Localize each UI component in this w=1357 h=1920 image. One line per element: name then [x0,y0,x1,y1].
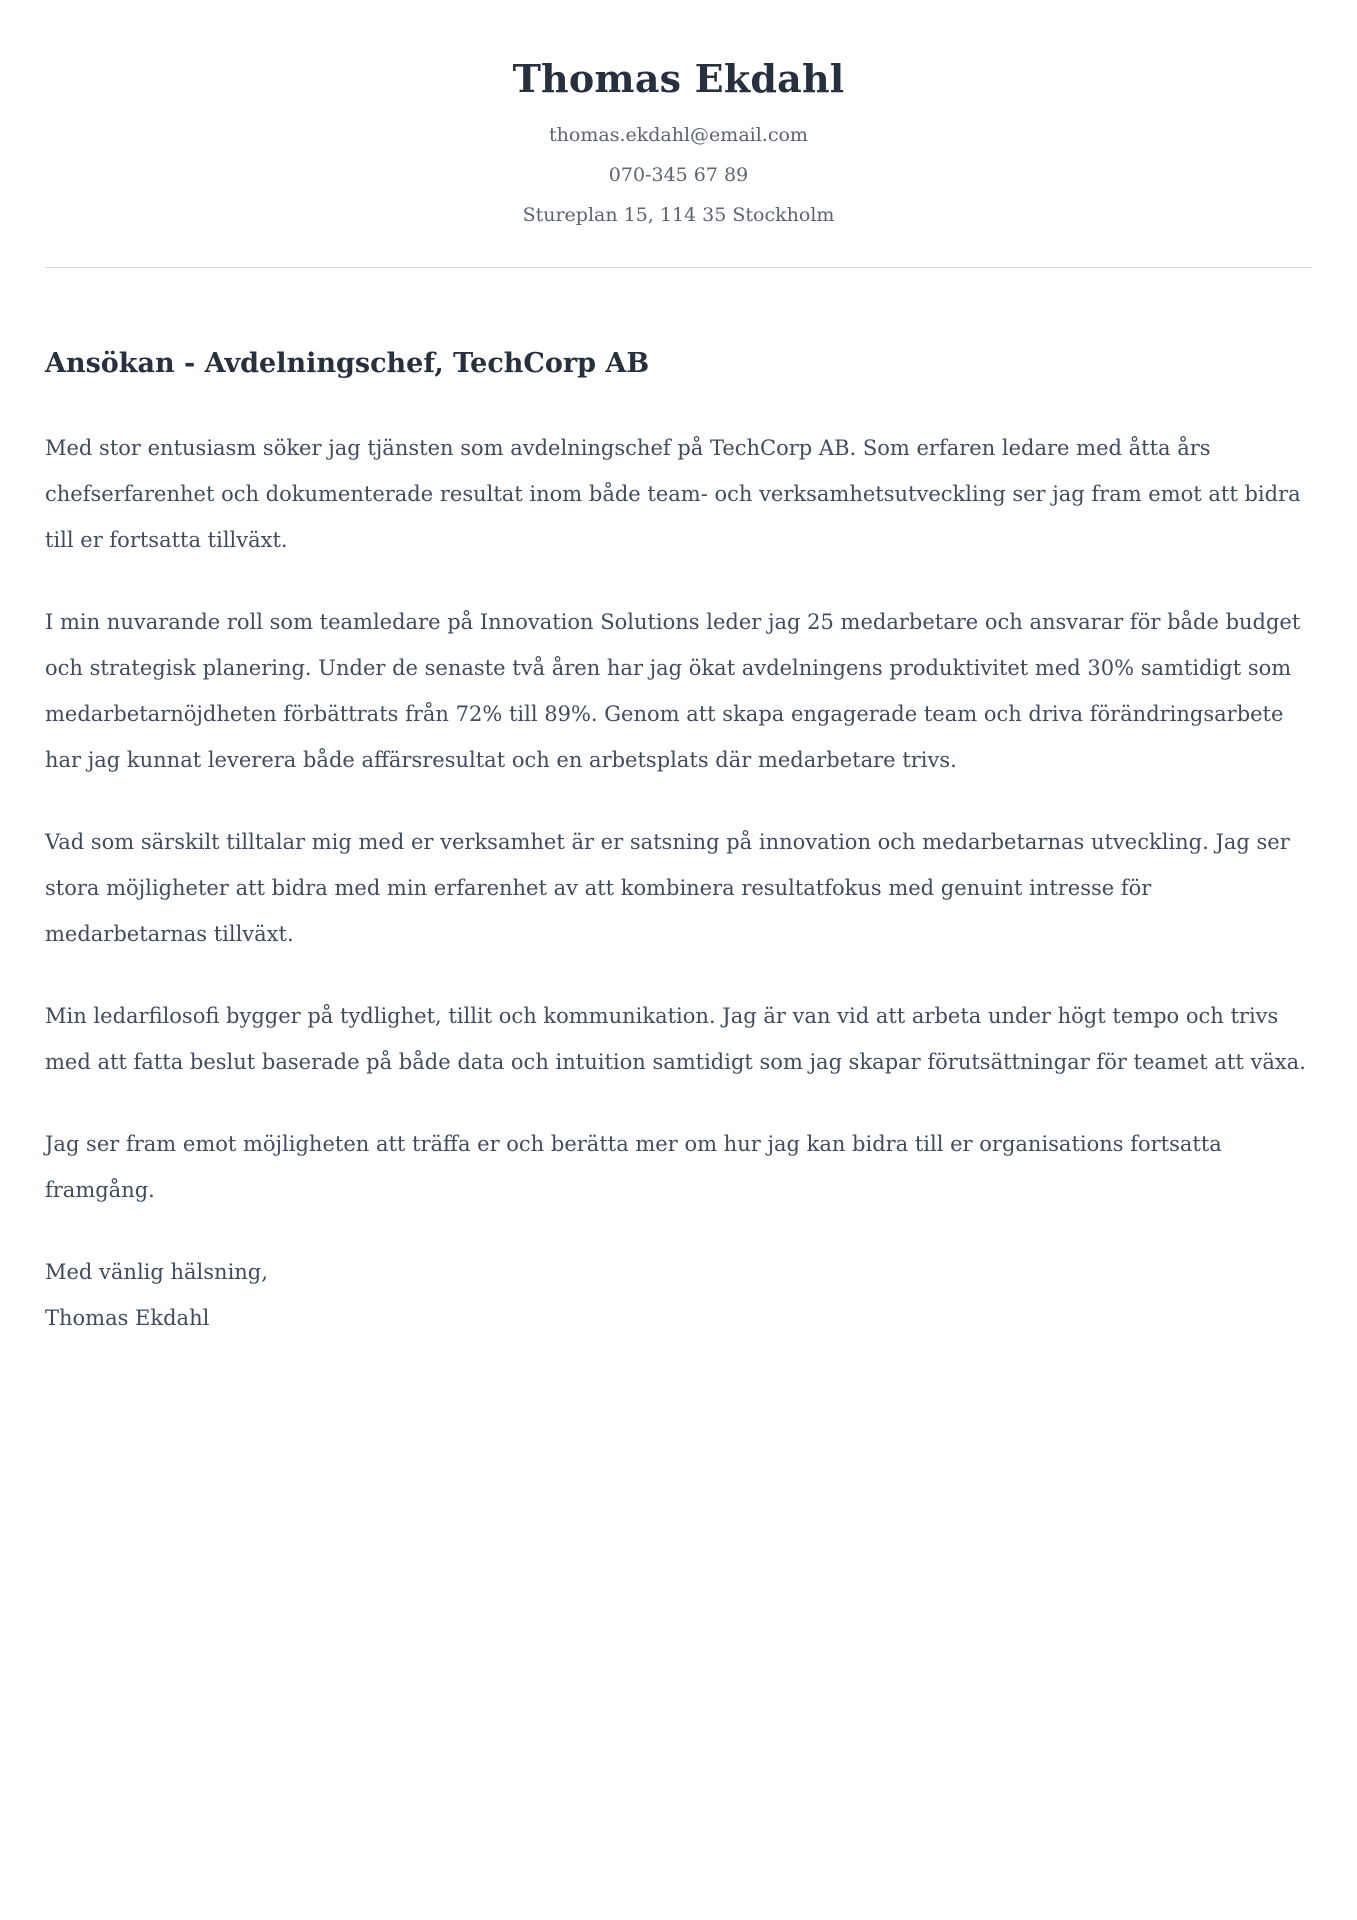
letter-signature-name: Thomas Ekdahl [45,1306,210,1330]
applicant-address: Stureplan 15, 114 35 Stockholm [522,204,835,226]
letter-signature-block [45,1249,1312,1341]
letter-paragraph-5: Jag ser fram emot möjligheten att träffa er och berätta mer om hur jag kan bidra till er organisations fortsatta framgång. [45,1132,1222,1202]
letter-closing-phrase: Med vänlig hälsning, [45,1260,268,1284]
letter-paragraph-3: Vad som särskilt tilltalar mig med er verksamhet är er satsning på innovation och medarbetarnas utveckling. Jag ser stora möjligheter att bidra med min erfarenhet av att kombinera resultatfokus med genuint intresse för medarbetarnas tillväxt. [45,830,1290,946]
header-divider [45,267,1312,268]
letter-paragraph-4: Min ledarfilosofi bygger på tydlighet, tillit och kommunikation. Jag är van vid att arbeta under högt tempo och trivs med att fatta beslut baserade på både data och intuition samtidigt som jag skapar förutsättningar för teamet att växa. [45,1004,1306,1074]
applicant-phone: 070-345 67 89 [608,164,749,186]
applicant-email: thomas.ekdahl@email.com [549,124,808,146]
letter-subject: Ansökan - Avdelningschef, TechCorp AB [45,348,650,379]
letter-paragraph-2: I min nuvarande roll som teamledare på Innovation Solutions leder jag 25 medarbetare och ansvarar för både budget och strategisk planering. Under de senaste två åren har jag ökat avdelningens produktivitet med 30% samtidigt som medarbetarnöjdheten förbättrats från 72% till 89%. Genom att skapa engagerade team och driva förändringsarbete har jag kunnat leverera både affärsresultat och en arbetsplats där medarbetare trivs. [45,610,1301,772]
letter-paragraph-1: Med stor entusiasm söker jag tjänsten som avdelningschef på TechCorp AB. Som erfaren ledare med åtta års chefserfarenhet och dokumenterade resultat inom både team- och verksamhetsutveckling ser jag fram emot att bidra till er fortsatta tillväxt. [45,436,1301,552]
applicant-name: Thomas Ekdahl [512,56,845,101]
letter-header [45,56,1312,235]
letter-body [45,348,1312,1341]
